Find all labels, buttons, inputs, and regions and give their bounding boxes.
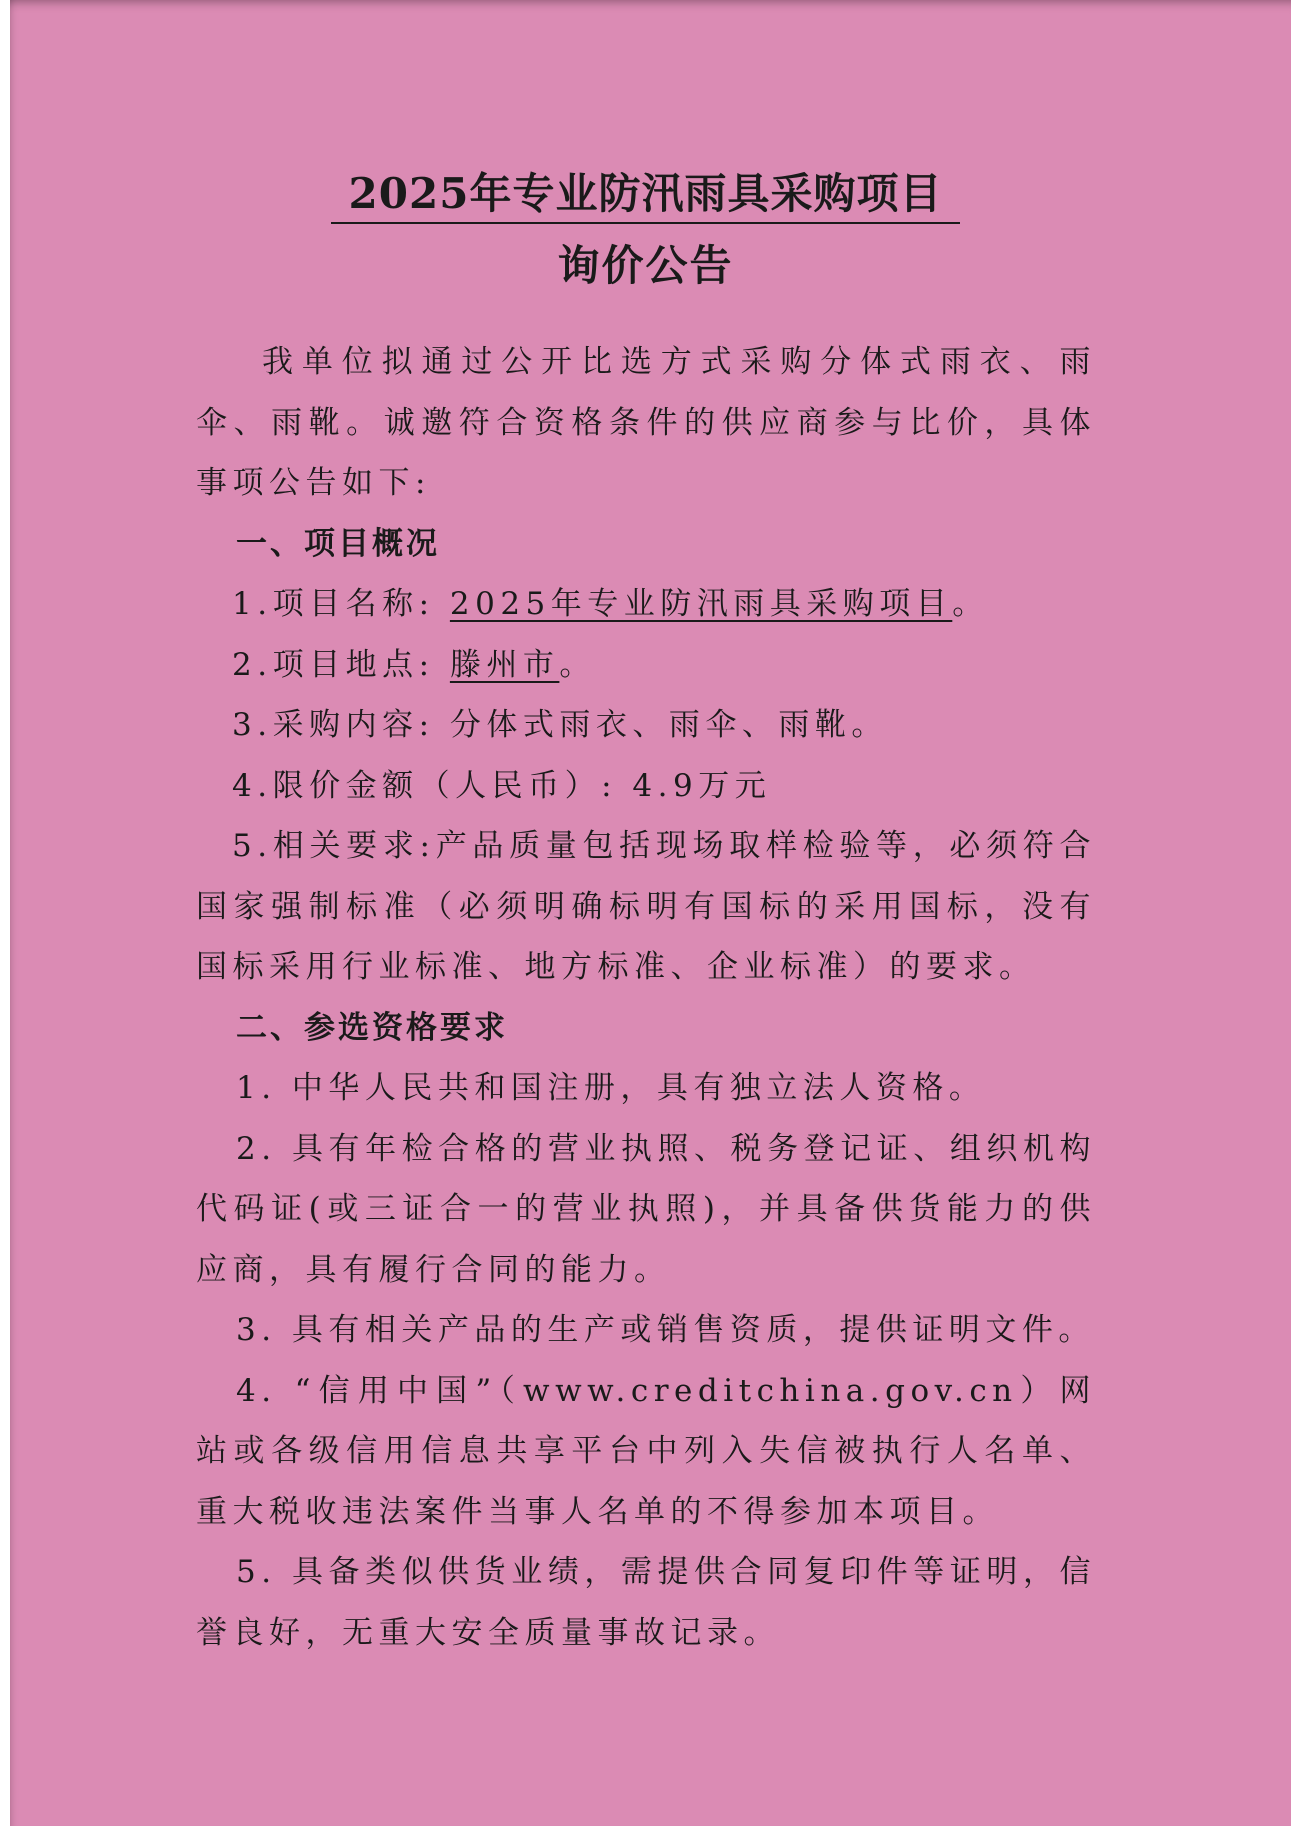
document-subtitle: 询价公告 <box>557 241 734 290</box>
item-suffix: 。 <box>952 586 989 622</box>
item-label: 3.采购内容: <box>232 707 435 743</box>
item-label: 4.限价金额（人民币）: <box>232 767 618 804</box>
item-label: 1.项目名称: <box>232 586 435 622</box>
document-title: 2025年专业防汛雨具采购项目 <box>331 168 961 224</box>
document-body <box>196 332 1096 1663</box>
section-1-item-2 <box>196 635 1096 696</box>
price-limit-value: 4.9万元 <box>632 767 772 804</box>
section-2-heading: 二、参选资格要求 <box>236 1009 508 1046</box>
section-1-item-3 <box>196 695 1096 756</box>
project-location-value: 滕州市 <box>449 646 560 683</box>
qualification-item-2: 2. 具有年检合格的营业执照、税务登记证、组织机构代码证(或三证合一的营业执照)，并具备供货能力的供应商，具有履行合同的能力。 <box>196 1130 1096 1288</box>
requirements-value: 产品质量包括现场取样检验等，必须符合国家强制标准（必须明确标明有国标的采用国标，没有国标采用行业标准、地方标准、企业标准）的要求。 <box>196 828 1096 985</box>
project-name-value: 2025年专业防汛雨具采购项目 <box>449 586 953 622</box>
title-block <box>0 168 1291 292</box>
item-label: 2.项目地点: <box>232 646 435 683</box>
intro-paragraph: 我单位拟通过公开比选方式采购分体式雨衣、雨伞、雨靴。诚邀符合资格条件的供应商参与比价，具体事项公告如下: <box>196 344 1096 501</box>
item-suffix: 。 <box>559 646 596 683</box>
section-1-item-1 <box>196 574 1096 635</box>
item-label: 5.相关要求: <box>232 828 436 864</box>
qualification-item-3: 3. 具有相关产品的生产或销售资质，提供证明文件。 <box>236 1312 1095 1348</box>
section-1-heading: 一、项目概况 <box>236 525 440 562</box>
qualification-item-1: 1. 中华人民共和国注册，具有独立法人资格。 <box>236 1070 986 1106</box>
section-1-item-5 <box>196 816 1096 998</box>
qualification-item-4: 4. “信用中国”（www.creditchina.gov.cn）网站或各级信用信息共享平台中列入失信被执行人名单、重大税收违法案件当事人名单的不得参加本项目。 <box>196 1372 1096 1530</box>
section-1-item-4 <box>196 756 1096 817</box>
procurement-content-value: 分体式雨衣、雨伞、雨靴。 <box>449 707 888 743</box>
qualification-item-5: 5. 具备类似供货业绩，需提供合同复印件等证明，信誉良好，无重大安全质量事故记录。 <box>196 1554 1096 1651</box>
